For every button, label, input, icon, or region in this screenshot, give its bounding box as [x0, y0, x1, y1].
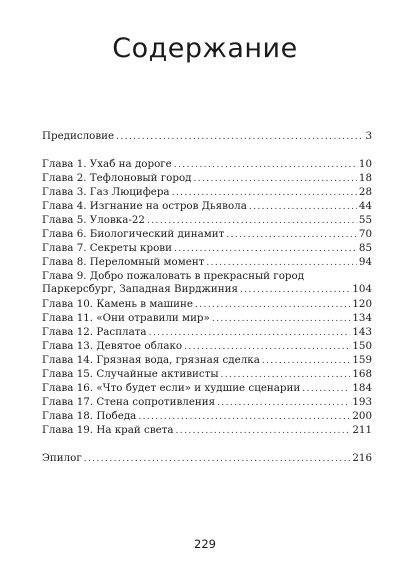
- dot-leader: [116, 131, 363, 144]
- toc-entry-label: Глава 1. Ухаб на дороге: [42, 157, 172, 170]
- toc-entry-page: 70: [358, 228, 372, 241]
- dot-leader: [240, 284, 350, 297]
- toc-entry-page: 193: [352, 396, 372, 409]
- toc-entry-label: Глава 11. «Они отравили мир»: [42, 311, 210, 324]
- toc-entry-page: 94: [358, 256, 372, 269]
- toc-entry-chapter-4[interactable]: [42, 200, 372, 214]
- toc-entry-page: 28: [358, 185, 372, 198]
- toc-entry-page: 10: [358, 157, 372, 170]
- toc-entry-label: Глава 7. Секреты крови: [42, 242, 172, 255]
- dot-leader: [212, 313, 351, 326]
- toc-entry-chapter-10[interactable]: [42, 298, 372, 312]
- dot-leader: [249, 201, 357, 214]
- dot-leader: [302, 383, 350, 396]
- toc-entry-page: 18: [358, 171, 372, 184]
- dot-leader: [147, 215, 357, 228]
- toc-entry-page: 44: [358, 199, 372, 212]
- toc-entry-page: 134: [352, 311, 372, 324]
- toc-entry-label: Глава 15. Случайные активисты: [42, 368, 219, 380]
- toc-entry-label: Глава 14. Грязная вода, грязная сделка: [42, 353, 260, 366]
- toc-entry-chapter-5[interactable]: [42, 214, 372, 228]
- dot-leader: [206, 257, 357, 270]
- toc-entry-label: Глава 10. Камень в машине: [42, 297, 193, 310]
- toc-entry-chapter-13[interactable]: [42, 340, 372, 354]
- toc-entry-chapter-12[interactable]: [42, 326, 372, 340]
- toc-entry-chapter-19[interactable]: [42, 424, 372, 438]
- toc-entry-label: Глава 16. «Что будет если» и худшие сценарии: [42, 382, 301, 395]
- toc-entry-chapter-11[interactable]: [42, 312, 372, 326]
- dot-leader: [172, 187, 357, 200]
- toc-entry-label: Глава 3. Газ Люцифера: [42, 185, 170, 198]
- dot-leader: [217, 397, 350, 410]
- toc-entry-chapter-2[interactable]: [42, 172, 372, 186]
- toc-entry-page: 85: [358, 242, 372, 255]
- toc-entry-chapter-17[interactable]: [42, 396, 372, 410]
- toc-entry-label: Паркерсбург, Западная Вирджиния: [42, 283, 238, 296]
- dot-leader: [174, 159, 357, 172]
- toc-entry-label: Глава 4. Изгнание на остров Дьявола: [42, 199, 247, 212]
- toc-entry-page: 120: [352, 297, 372, 310]
- toc-entry-label: Глава 2. Тефлоновый город: [42, 171, 192, 184]
- toc-entry-chapter-15[interactable]: [42, 368, 372, 382]
- dot-leader: [221, 369, 351, 382]
- toc-entry-page: 3: [365, 130, 372, 142]
- dot-leader: [138, 411, 350, 424]
- dot-leader: [174, 243, 357, 256]
- toc-entry-label: Глава 12. Расплата: [42, 325, 147, 338]
- toc-entry-label: Глава 6. Биологический динамит: [42, 228, 225, 241]
- toc-entry-page: 211: [352, 424, 372, 437]
- toc-entry-label: Глава 13. Девятое облако: [42, 339, 183, 352]
- page-number: 229: [194, 537, 216, 551]
- toc-entry-label: Глава 8. Переломный момент: [42, 256, 205, 269]
- toc-entry-label: Глава 18. Победа: [42, 410, 137, 423]
- toc-entry-chapter-7[interactable]: [42, 242, 372, 256]
- toc-entry-chapter-9[interactable]: [42, 283, 372, 297]
- toc-entry-chapter-14[interactable]: [42, 354, 372, 368]
- dot-leader: [184, 341, 350, 354]
- table-of-contents: [42, 130, 372, 466]
- toc-entry-chapter-3[interactable]: [42, 186, 372, 200]
- toc-entry-chapter-18[interactable]: [42, 410, 372, 424]
- dot-leader: [226, 229, 357, 242]
- toc-entry-page: 200: [352, 410, 372, 423]
- dot-leader: [84, 453, 351, 466]
- toc-entry-chapter-6[interactable]: [42, 228, 372, 242]
- toc-entry-chapter-1[interactable]: [42, 158, 372, 172]
- toc-entry-chapter-9-line-1[interactable]: Глава 9. Добро пожаловать в прекрасный город: [42, 270, 305, 283]
- dot-leader: [193, 173, 356, 186]
- toc-entry-page: 55: [358, 213, 372, 226]
- toc-entry-page: 159: [352, 353, 372, 366]
- toc-entry-label: Предисловие: [42, 130, 115, 142]
- toc-entry-page: 104: [352, 283, 372, 296]
- toc-entry-epilogue[interactable]: [42, 452, 372, 466]
- toc-entry-page: 216: [352, 451, 372, 464]
- toc-entry-page: 184: [352, 382, 372, 395]
- dot-leader: [262, 355, 350, 368]
- toc-entry-chapter-8[interactable]: [42, 256, 372, 270]
- page-title: Содержание: [112, 33, 298, 64]
- toc-entry-label: Эпилог: [42, 451, 82, 464]
- dot-leader: [195, 299, 350, 312]
- toc-entry-label: Глава 17. Стена сопротивления: [42, 396, 216, 409]
- toc-entry-chapter-16[interactable]: [42, 382, 372, 396]
- toc-entry-page: 143: [352, 325, 372, 338]
- toc-entry-label: Глава 19. На край света: [42, 424, 174, 437]
- dot-leader: [149, 327, 351, 340]
- dot-leader: [176, 425, 351, 438]
- toc-entry-page: 168: [352, 368, 372, 380]
- toc-entry-label: Глава 5. Уловка-22: [42, 213, 145, 226]
- toc-entry-preface[interactable]: [42, 130, 372, 144]
- toc-entry-page: 150: [352, 339, 372, 352]
